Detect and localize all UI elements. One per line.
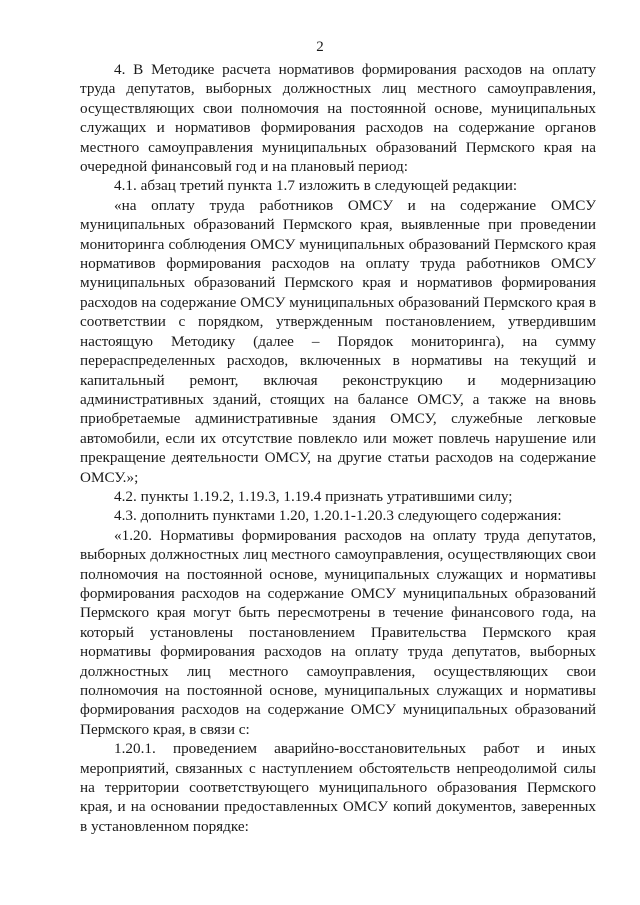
paragraph-item-4-1: 4.1. абзац третий пункта 1.7 изложить в следующей редакции: (114, 177, 518, 195)
page-number: 2 (316, 39, 324, 55)
paragraph-item-1-20: «1.20. Нормативы формирования расходов на оплату труда депутатов, выборных должностных лиц местного самоуправления, осуществляющих свои полномочия на постоянной основе, муниципальных служащих и нормативы формирования расходов на содержание ОМСУ муниципальных образований Пермского края могут быть пересмотрены в течение финансового года, на который установлены постановлением Правительства Пермского края нормативы формирования расходов на оплату труда депутатов, выборных должностных лиц местного самоуправления, осуществляющих свои полномочия на постоянной основе, муниципальных служащих и нормативы формирования расходов на содержание ОМСУ муниципальных образований Пермского края, в связи с: (80, 526, 596, 738)
paragraph-item-4-2: 4.2. пункты 1.19.2, 1.19.3, 1.19.4 признать утратившими силу; (114, 487, 513, 505)
paragraph-quoted-text-1-7: «на оплату труда работников ОМСУ и на содержание ОМСУ муниципальных образований Пермского края, выявленные при проведении мониторинга соблюдения ОМСУ муниципальных образований Пермского края нормативов формирования расходов на оплату труда работников ОМСУ муниципальных образований Пермского края и нормативов формирования расходов на содержание ОМСУ муниципальных образований Пермского края в соответствии с порядком, утвержденным постановлением, утвердившим настоящую Методику (далее – Порядок мониторинга), на сумму перераспределенных расходов, включенных в нормативы на текущий и капитальный ремонт, включая реконструкцию и модернизацию административных зданий, стоящих на балансе ОМСУ, а также на вновь приобретаемые административные здания ОМСУ, служебные легковые автомобили, если их отсутствие повлекло или может повлечь нарушение или прекращение деятельности ОМСУ, на другие статьи расходов на содержание ОМСУ.»; (80, 196, 596, 486)
document-body (80, 60, 596, 836)
paragraph-item-1-20-1: 1.20.1. проведением аварийно-восстановительных работ и иных мероприятий, связанных с наступлением обстоятельств непреодолимой силы на территории соответствующего муниципального образования Пермского края, и на основании предоставленных ОМСУ копий документов, заверенных в установленном порядке: (80, 740, 596, 835)
paragraph-methodology-amendment: 4. В Методике расчета нормативов формирования расходов на оплату труда депутатов, выборных должностных лиц местного самоуправления, осуществляющих свои полномочия на постоянной основе, муниципальных служащих и нормативов формирования расходов на содержание органов местного самоуправления муниципальных образований Пермского края на очередной финансовый год и на плановый период: (80, 61, 596, 176)
paragraph-item-4-3: 4.3. дополнить пунктами 1.20, 1.20.1-1.20.3 следующего содержания: (114, 507, 562, 525)
